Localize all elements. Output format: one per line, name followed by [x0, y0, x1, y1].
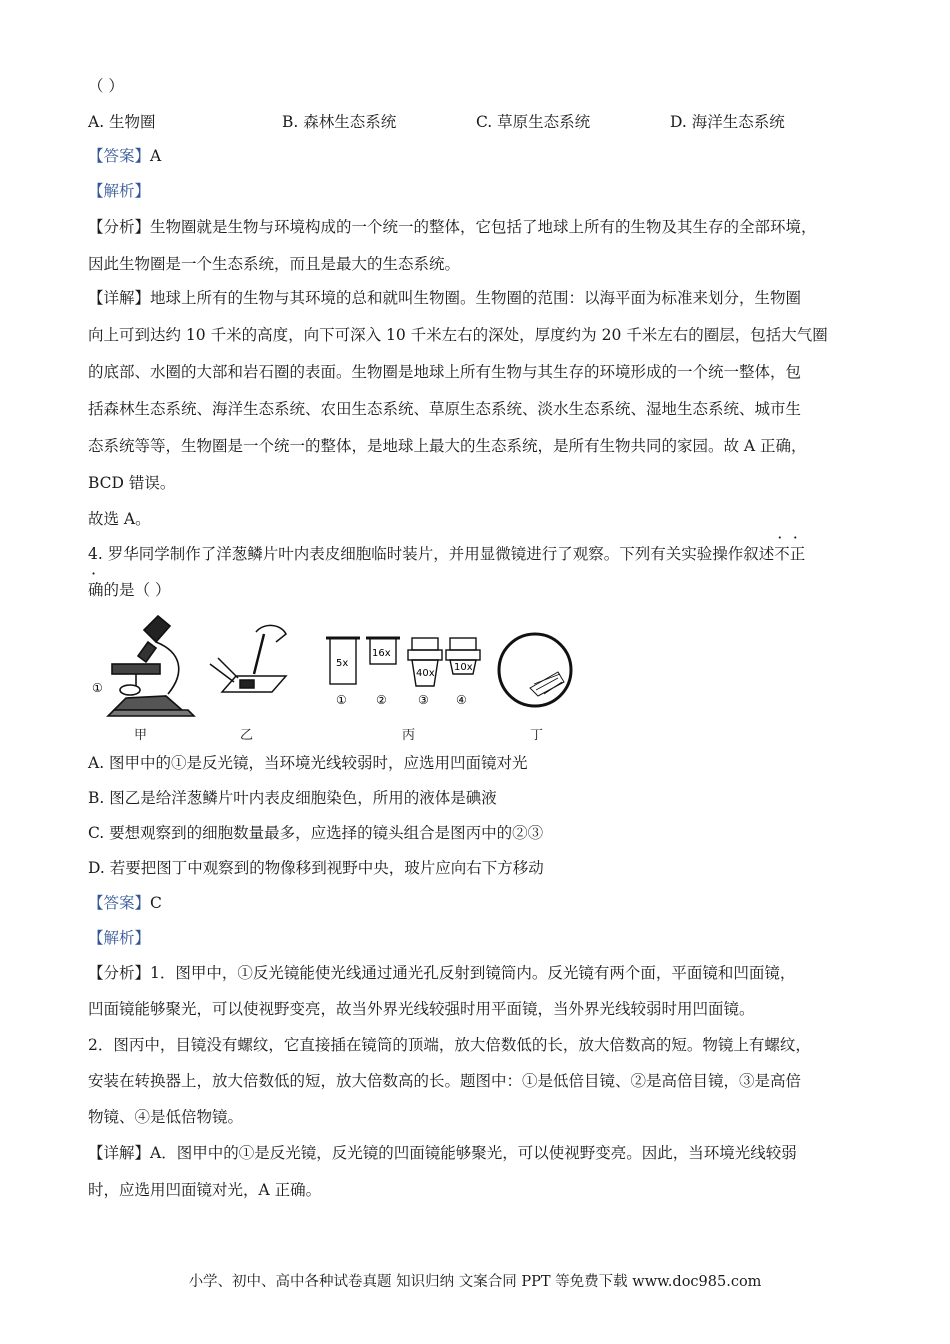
figure-label-yi: 乙 — [240, 728, 254, 743]
q3-conclusion: 故选 A。 — [88, 510, 151, 528]
q4-fenxi-line-1 — [88, 963, 795, 983]
answer-tag: 【答案】 — [88, 894, 151, 912]
emphasis-char: 确 — [88, 581, 104, 599]
q3-xiangjie-line-2: 向上可到达约 10 千米的高度，向下可深入 10 千米左右的深处，厚度约为 20 千米左右的圈层，包括大气圈 — [88, 326, 828, 344]
q3-option-b: B. 森林生态系统 — [282, 113, 397, 131]
q3-answer-line — [88, 146, 161, 166]
staining-drawing — [210, 625, 286, 692]
q4-fenxi-line-3: 2．图丙中，目镜没有螺纹，它直接插在镜筒的顶端，放大倍数低的长，放大倍数高的短。物镜上有螺纹， — [88, 1036, 811, 1054]
q3-xiangjie-line-1 — [88, 288, 801, 308]
lens-label: 5x — [336, 658, 349, 669]
q4-fenxi-line-2: 凹面镜能够聚光，可以使视野变亮，故当外界光线较强时用平面镜，当外界光线较弱时用凹面镜。 — [88, 1000, 755, 1018]
fenxi-text: 1．图甲中，①反光镜能使光线通过通光孔反射到镜筒内。反光镜有两个面，平面镜和凹面镜， — [150, 964, 796, 982]
lens-mark: ③ — [418, 693, 429, 707]
q3-fenxi-line-1 — [88, 217, 817, 237]
stem-text: 的是（ ） — [103, 581, 171, 599]
q4-xiangjie-line-2: 时，应选用凹面镜对光，A 正确。 — [88, 1181, 322, 1199]
xiangjie-tag: 【详解】 — [88, 1144, 151, 1162]
q3-fenxi-line-2: 因此生物圈是一个生态系统，而且是最大的生态系统。 — [88, 255, 461, 273]
page-footer: 小学、初中、高中各种试卷真题 知识归纳 文案合同 PPT 等免费下载 www.doc985.com — [188, 1274, 762, 1290]
answer-tag: 【答案】 — [88, 147, 151, 165]
q4-option-c: C. 要想观察到的细胞数量最多，应选择的镜头组合是图丙中的②③ — [88, 824, 544, 842]
mirror-mark: ① — [92, 681, 103, 695]
fenxi-tag: 【分析】 — [88, 964, 151, 982]
lens-mark: ① — [336, 693, 347, 707]
q4-option-a: A. 图甲中的①是反光镜，当环境光线较弱时，应选用凹面镜对光 — [88, 754, 528, 772]
lens-mark: ④ — [456, 693, 467, 707]
q4-xiangjie-line-1 — [88, 1143, 797, 1163]
q3-xiangjie-line-5: 态系统等等，生物圈是一个统一的整体，是地球上最大的生态系统，是所有生物共同的家园。故 A 正确， — [88, 437, 807, 455]
lens-label: 10x — [454, 662, 473, 673]
lens-label: 16x — [372, 648, 391, 659]
xiangjie-text: A．图甲中的①是反光镜，反光镜的凹面镜能够聚光，可以使视野变亮。因此，当环境光线较弱 — [150, 1144, 797, 1162]
field-of-view-drawing — [499, 634, 571, 706]
figure-label-bing: 丙 — [402, 728, 416, 743]
q3-option-a: A. 生物圈 — [88, 113, 156, 131]
emphasis-char: 正 — [789, 545, 806, 563]
q4-analysis-tag: 【解析】 — [88, 929, 151, 947]
fenxi-tag: 【分析】 — [88, 218, 151, 236]
figure-label-ding: 丁 — [530, 728, 544, 743]
q4-stem-line-1 — [88, 544, 805, 564]
stem-text: 4. 罗华同学制作了洋葱鳞片叶内表皮细胞临时装片，并用显微镜进行了观察。下列有关实验操作叙述 — [88, 545, 775, 563]
lens-mark: ② — [376, 693, 387, 707]
q3-option-d: D. 海洋生态系统 — [670, 113, 785, 131]
q4-stem-line-2 — [88, 580, 170, 600]
q4-option-d: D. 若要把图丁中观察到的物像移到视野中央，玻片应向右下方移动 — [88, 859, 544, 877]
figure-label-jia: 甲 — [134, 728, 148, 743]
q4-fenxi-line-4: 安装在转换器上，放大倍数低的短，放大倍数高的长。题图中：①是低倍目镜、②是高倍目镜，③是高倍 — [88, 1072, 802, 1090]
fenxi-text: 生物圈就是生物与环境构成的一个统一的整体，它包括了地球上所有的生物及其生存的全部环境， — [150, 218, 817, 236]
figure-drawings — [86, 612, 586, 722]
answer-value: C — [150, 894, 162, 912]
q4-fenxi-line-5: 物镜、④是低倍物镜。 — [88, 1108, 244, 1126]
q3-stem-tail: （ ） — [88, 77, 124, 95]
emphasis-char: 不 — [774, 545, 790, 563]
q3-option-c: C. 草原生态系统 — [476, 113, 591, 131]
q3-analysis-tag: 【解析】 — [88, 182, 151, 200]
q4-option-b: B. 图乙是给洋葱鳞片叶内表皮细胞染色，所用的液体是碘液 — [88, 789, 497, 807]
microscope-drawing — [108, 616, 194, 716]
q3-xiangjie-line-4: 括森林生态系统、海洋生态系统、农田生态系统、草原生态系统、淡水生态系统、湿地生态系统、城市生 — [88, 400, 802, 418]
microscope-figure — [86, 612, 586, 742]
xiangjie-tag: 【详解】 — [88, 289, 151, 307]
lens-label: 40x — [416, 668, 435, 679]
answer-value: A — [150, 147, 162, 165]
q3-xiangjie-line-3: 的底部、水圈的大部和岩石圈的表面。生物圈是地球上所有生物与其生存的环境形成的一个统一整体，包 — [88, 363, 802, 381]
xiangjie-text: 地球上所有的生物与其环境的总和就叫生物圈。生物圈的范围：以海平面为标准来划分，生物圈 — [150, 289, 802, 307]
q3-xiangjie-line-6: BCD 错误。 — [88, 474, 176, 492]
q4-answer-line — [88, 893, 162, 913]
